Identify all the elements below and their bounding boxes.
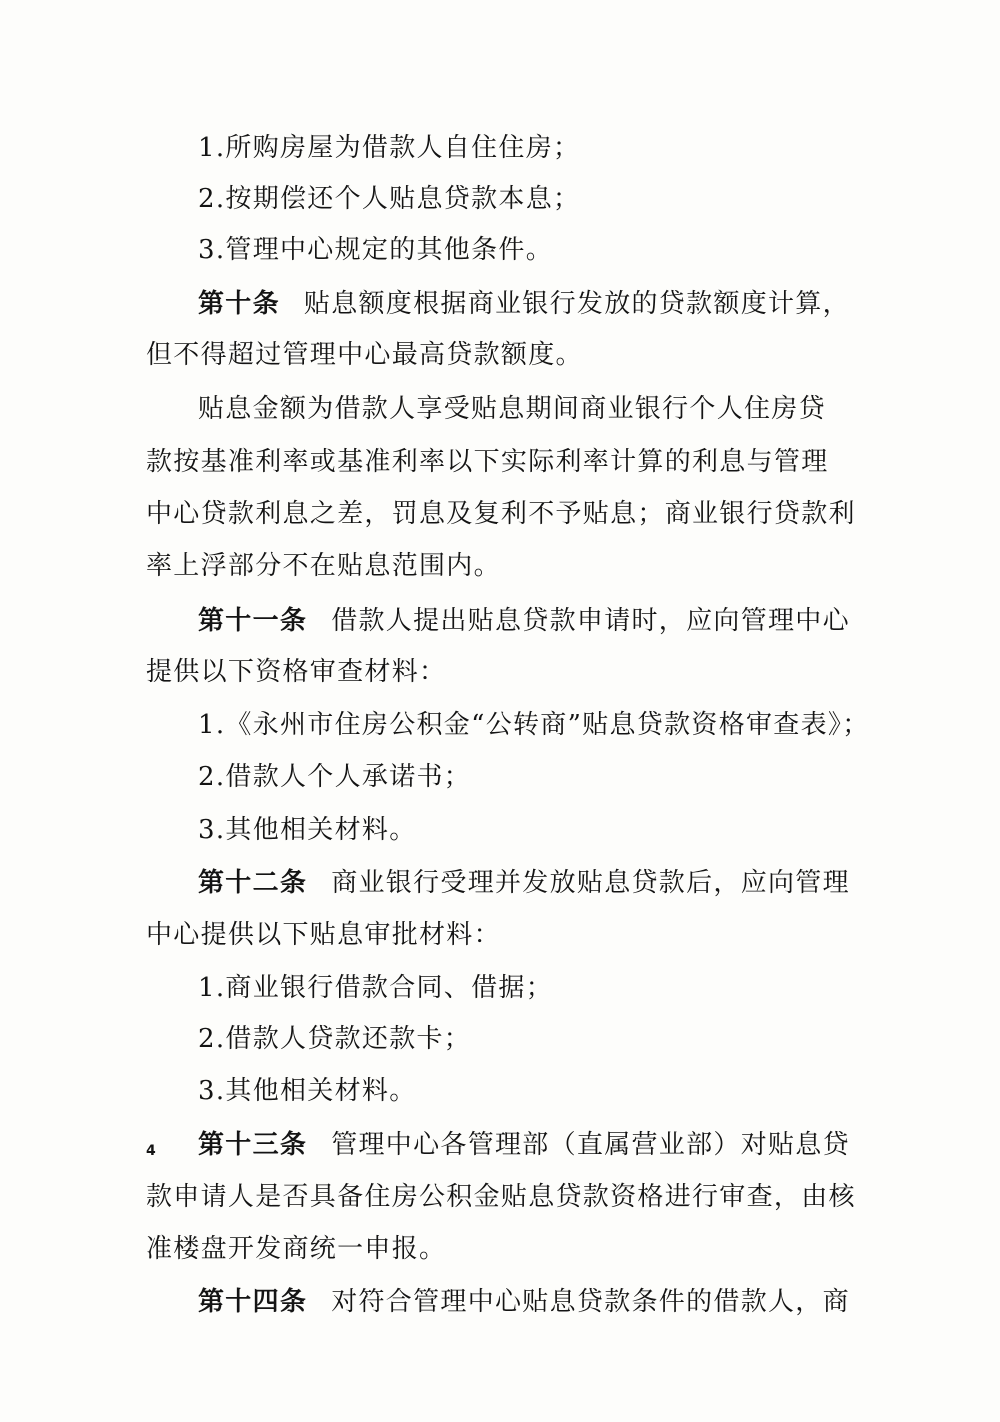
line-text: 对符合管理中心贴息贷款条件的借款人，商 <box>331 1287 850 1317</box>
text-line <box>146 497 856 531</box>
line-text: 款按基准利率或基准利率以下实际利率计算的利息与管理 <box>146 447 829 477</box>
text-line <box>198 233 553 267</box>
text-line <box>198 971 553 1005</box>
line-text: 借款人提出贴息贷款申请时，应向管理中心 <box>331 606 850 636</box>
line-text: 2.借款人贷款还款卡； <box>198 1024 472 1054</box>
line-text: 贴息金额为借款人享受贴息期间商业银行个人住房贷 <box>198 394 826 424</box>
line-text: 3.管理中心规定的其他条件。 <box>198 235 554 265</box>
text-line <box>198 1022 471 1056</box>
text-line <box>146 338 583 372</box>
text-line <box>198 1128 850 1162</box>
line-text: 管理中心各管理部（直属营业部）对贴息贷 <box>331 1130 850 1160</box>
text-line <box>198 1285 850 1319</box>
line-text: 1.《永州市住房公积金“公转商”贴息贷款资格审查表》； <box>198 710 870 740</box>
article-heading: 第十四条 <box>198 1287 308 1317</box>
line-text: 2.按期偿还个人贴息贷款本息； <box>198 184 581 214</box>
article-heading: 第十条 <box>198 289 280 319</box>
text-line <box>146 1232 446 1266</box>
text-line <box>198 604 850 638</box>
text-line <box>198 392 826 426</box>
line-text: 1.所购房屋为借款人自住住房； <box>198 133 581 163</box>
line-text: 但不得超过管理中心最高贷款额度。 <box>146 340 583 370</box>
text-line <box>198 182 580 216</box>
text-line <box>198 1074 417 1108</box>
text-line <box>198 708 870 742</box>
line-text: 提供以下资格审查材料： <box>146 657 447 687</box>
text-line <box>198 760 471 794</box>
article-heading: 第十三条 <box>198 1130 308 1160</box>
line-text: 率上浮部分不在贴息范围内。 <box>146 551 501 581</box>
text-line <box>146 549 501 583</box>
text-line <box>146 1180 856 1214</box>
text-line <box>146 918 501 952</box>
text-line <box>198 287 850 321</box>
text-line <box>198 866 850 900</box>
line-text: 款申请人是否具备住房公积金贴息贷款资格进行审查，由核 <box>146 1182 856 1212</box>
line-text: 1.商业银行借款合同、借据； <box>198 973 554 1003</box>
article-heading: 第十二条 <box>198 868 308 898</box>
line-text: 贴息额度根据商业银行发放的贷款额度计算， <box>303 289 850 319</box>
line-text: 中心提供以下贴息审批材料： <box>146 920 501 950</box>
line-text: 中心贷款利息之差，罚息及复利不予贴息；商业银行贷款利 <box>146 499 856 529</box>
line-text: 商业银行受理并发放贴息贷款后，应向管理 <box>331 868 850 898</box>
article-heading: 第十一条 <box>198 606 308 636</box>
line-text: 3.其他相关材料。 <box>198 815 417 845</box>
line-text: 3.其他相关材料。 <box>198 1076 417 1106</box>
text-line <box>198 813 417 847</box>
line-text: 准楼盘开发商统一申报。 <box>146 1234 447 1264</box>
page-number: 4 <box>146 1143 156 1159</box>
text-line <box>146 445 829 479</box>
text-line <box>198 131 580 165</box>
text-line <box>146 655 446 689</box>
line-text: 2.借款人个人承诺书； <box>198 762 472 792</box>
